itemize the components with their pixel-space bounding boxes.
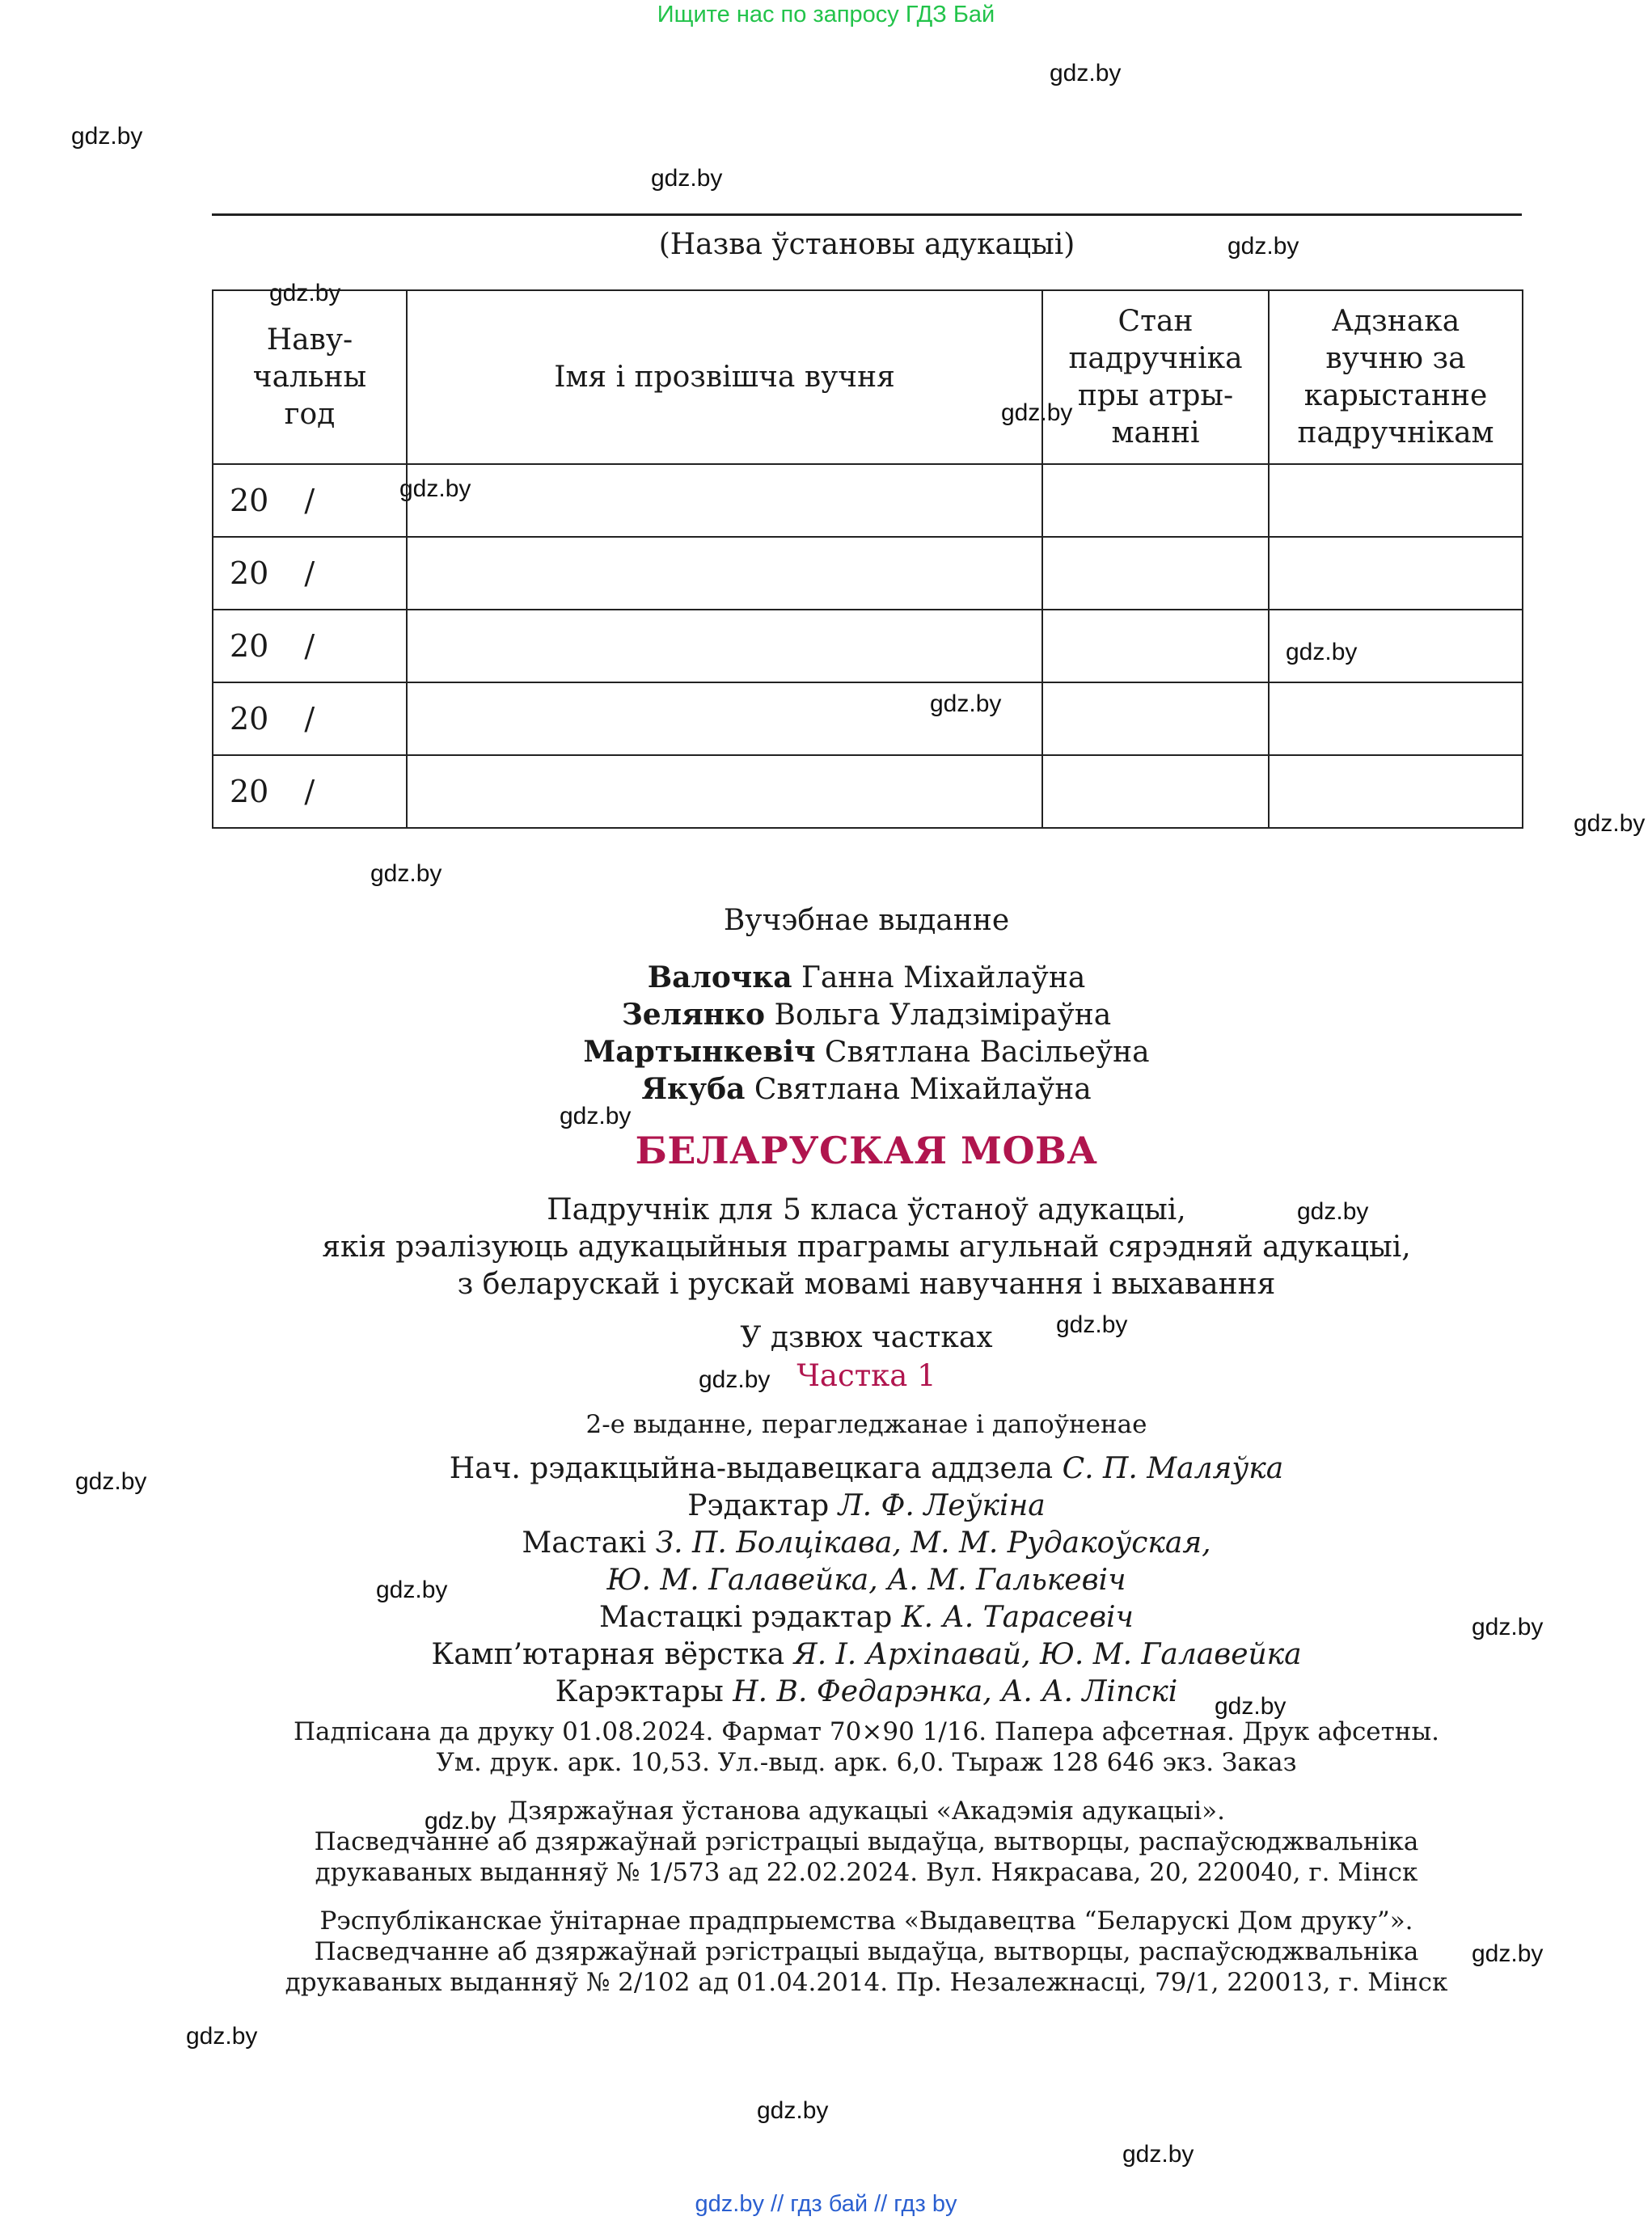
watermark: gdz.by (370, 860, 442, 887)
condition-cell[interactable] (1042, 755, 1269, 828)
credit-line (0, 1526, 1652, 1560)
credit-names: К. А. Тарасевіч (901, 1601, 1134, 1634)
subtitle-line: з беларускай і рускай мовамі навучання і выхавання (457, 1268, 1276, 1301)
watermark: gdz.by (1215, 1693, 1287, 1720)
watermark: gdz.by (651, 165, 723, 192)
header-grade-line: Адзнака (1331, 304, 1460, 338)
publisher-line: Пасведчанне аб дзяржаўнай рэгістрацыі выдаўца, вытворцы, распаўсюджвальніка (314, 1827, 1419, 1856)
print-info-line: Ум. друк. арк. 10,53. Ул.-выд. арк. 6,0. Тыраж 128 646 экз. Заказ (436, 1748, 1297, 1777)
watermark: gdz.by (1472, 1614, 1544, 1640)
year-prefix: 20 (230, 483, 269, 518)
credit-line (0, 1452, 1652, 1485)
student-name-cell[interactable] (407, 755, 1042, 828)
condition-cell[interactable] (1042, 464, 1269, 537)
author-line (0, 998, 1652, 1032)
year-cell[interactable] (213, 682, 407, 755)
year-cell[interactable] (213, 610, 407, 682)
author-name: Святлана Васільеўна (824, 1036, 1150, 1069)
credit-names: З. П. Болцікава, М. М. Рудакоўская, (655, 1526, 1211, 1560)
credit-names: Ю. М. Галавейка, А. М. Галькевіч (606, 1564, 1126, 1597)
watermark: gdz.by (1056, 1311, 1128, 1338)
watermark: gdz.by (1574, 810, 1646, 837)
credit-names: Я. І. Архіпавай, Ю. М. Галавейка (793, 1638, 1302, 1671)
credit-role: Рэдактар (687, 1489, 830, 1522)
credit-role: Мастацкі рэдактар (599, 1601, 893, 1634)
watermark: gdz.by (1472, 1940, 1544, 1967)
year-prefix: 20 (230, 701, 269, 737)
header-student: Імя і прозвішча вучня (407, 290, 1042, 464)
author-surname: Зелянко (621, 998, 766, 1032)
grade-cell[interactable] (1269, 610, 1523, 682)
usage-ledger-table (212, 289, 1523, 829)
author-name: Святлана Міхайлаўна (754, 1073, 1092, 1106)
watermark: gdz.by (1050, 60, 1122, 87)
header-year-line: год (284, 397, 336, 431)
institution-line (212, 213, 1522, 216)
author-line (0, 1072, 1652, 1106)
watermark: gdz.by (1001, 399, 1073, 426)
print-info-line: Падпісана да друку 01.08.2024. Фармат 70×90 1/16. Папера афсетная. Друк афсетны. (293, 1717, 1439, 1746)
printer-line: друкаваных выданняў № 2/102 ад 01.04.2014. Пр. Незалежнасці, 79/1, 220013, г. Мінск (285, 1968, 1448, 1997)
author-surname: Мартынкевіч (583, 1035, 816, 1069)
header-year-line: чальны (252, 360, 367, 394)
table-row (213, 682, 1523, 755)
credit-names: С. П. Маляўка (1062, 1452, 1284, 1485)
header-grade-line: вучню за (1325, 341, 1466, 375)
grade-cell[interactable] (1269, 537, 1523, 610)
watermark: gdz.by (1227, 233, 1299, 260)
watermark: gdz.by (1297, 1198, 1369, 1225)
watermark: gdz.by (1122, 2141, 1194, 2168)
year-separator: / (304, 483, 315, 518)
watermark: gdz.by (399, 475, 471, 502)
printer-line: Рэспубліканскае ўнітарнае прадпрыемства «Выдавецтва “Беларускі Дом друку”». (319, 1906, 1413, 1936)
student-name-cell[interactable] (407, 682, 1042, 755)
condition-cell[interactable] (1042, 682, 1269, 755)
watermark: gdz.by (560, 1103, 632, 1129)
year-separator: / (304, 555, 315, 591)
author-surname: Валочка (647, 961, 792, 994)
year-prefix: 20 (230, 555, 269, 591)
credit-line (0, 1675, 1652, 1708)
part-label: Частка 1 (796, 1358, 936, 1393)
header-grade (1269, 290, 1523, 464)
author-line (0, 961, 1652, 994)
publisher-line: друкаваных выданняў № 1/573 ад 22.02.2024. Вул. Някрасава, 20, 220040, г. Мінск (315, 1858, 1418, 1887)
edition-type: Вучэбнае выданне (723, 904, 1010, 937)
subtitle-line: якія рэалізуюць адукацыйныя праграмы агульнай сярэдняй адукацыі, (322, 1231, 1411, 1264)
credit-line (0, 1638, 1652, 1671)
top-banner: Ищите нас по запросу ГДЗ Бай (657, 2, 995, 27)
table-row (213, 464, 1523, 537)
header-condition (1042, 290, 1269, 464)
watermark: gdz.by (186, 2023, 258, 2050)
credit-line (0, 1489, 1652, 1522)
edition-note: 2-е выданне, перагледжанае і дапоўненае (585, 1410, 1147, 1439)
grade-cell[interactable] (1269, 755, 1523, 828)
header-condition-line: Стан (1118, 304, 1194, 338)
year-separator: / (304, 701, 315, 737)
grade-cell[interactable] (1269, 682, 1523, 755)
student-name-cell[interactable] (407, 464, 1042, 537)
watermark: gdz.by (269, 280, 341, 306)
year-cell[interactable] (213, 755, 407, 828)
year-cell[interactable] (213, 537, 407, 610)
watermark: gdz.by (75, 1468, 147, 1495)
year-prefix: 20 (230, 628, 269, 664)
author-line (0, 1035, 1652, 1069)
watermark: gdz.by (425, 1808, 496, 1834)
year-prefix: 20 (230, 774, 269, 809)
year-separator: / (304, 774, 315, 809)
author-surname: Якуба (641, 1072, 746, 1106)
credit-role: Камп’ютарная вёрстка (431, 1638, 785, 1671)
bottom-banner[interactable]: gdz.by // гдз бай // гдз by (695, 2191, 957, 2217)
table-header-row (213, 290, 1523, 464)
author-name: Ганна Міхайлаўна (801, 961, 1086, 994)
credit-role: Карэктары (555, 1675, 724, 1708)
condition-cell[interactable] (1042, 610, 1269, 682)
institution-caption: (Назва ўстановы адукацыі) (658, 228, 1075, 261)
table-row (213, 755, 1523, 828)
student-name-cell[interactable] (407, 610, 1042, 682)
header-year-line: Наву- (266, 323, 353, 357)
watermark: gdz.by (699, 1366, 771, 1393)
credit-names: Л. Ф. Леўкіна (838, 1489, 1046, 1522)
table-row (213, 610, 1523, 682)
condition-cell[interactable] (1042, 537, 1269, 610)
header-year (213, 290, 407, 464)
header-grade-line: карыстанне (1303, 378, 1488, 412)
watermark: gdz.by (757, 2097, 829, 2124)
year-cell[interactable] (213, 464, 407, 537)
table-row (213, 537, 1523, 610)
subtitle-line: Падручнік для 5 класа ўстаноў адукацыі, (547, 1193, 1186, 1226)
header-condition-line: падручніка (1068, 341, 1243, 375)
parts-note: У дзвюх частках (740, 1321, 993, 1354)
watermark: gdz.by (376, 1577, 448, 1603)
credit-line (0, 1564, 1652, 1597)
publisher-line: Дзяржаўная ўстанова адукацыі «Акадэмія адукацыі». (508, 1796, 1225, 1826)
header-condition-line: пры атры- (1077, 378, 1234, 412)
header-grade-line: падручнікам (1297, 416, 1494, 450)
watermark: gdz.by (930, 690, 1002, 717)
book-title: БЕЛАРУСКАЯ МОВА (635, 1129, 1098, 1172)
watermark: gdz.by (1286, 639, 1358, 665)
year-separator: / (304, 628, 315, 664)
grade-cell[interactable] (1269, 464, 1523, 537)
printer-line: Пасведчанне аб дзяржаўнай рэгістрацыі выдаўца, вытворцы, распаўсюджвальніка (314, 1937, 1419, 1966)
header-condition-line: манні (1111, 416, 1200, 450)
credit-role: Нач. рэдакцыйна-выдавецкага аддзела (449, 1452, 1054, 1485)
credit-names: Н. В. Федарэнка, А. А. Ліпскі (733, 1675, 1178, 1708)
student-name-cell[interactable] (407, 537, 1042, 610)
author-name: Вольга Уладзіміраўна (774, 999, 1112, 1032)
credit-line (0, 1601, 1652, 1634)
credit-role: Мастакі (522, 1526, 647, 1560)
watermark: gdz.by (71, 123, 143, 150)
